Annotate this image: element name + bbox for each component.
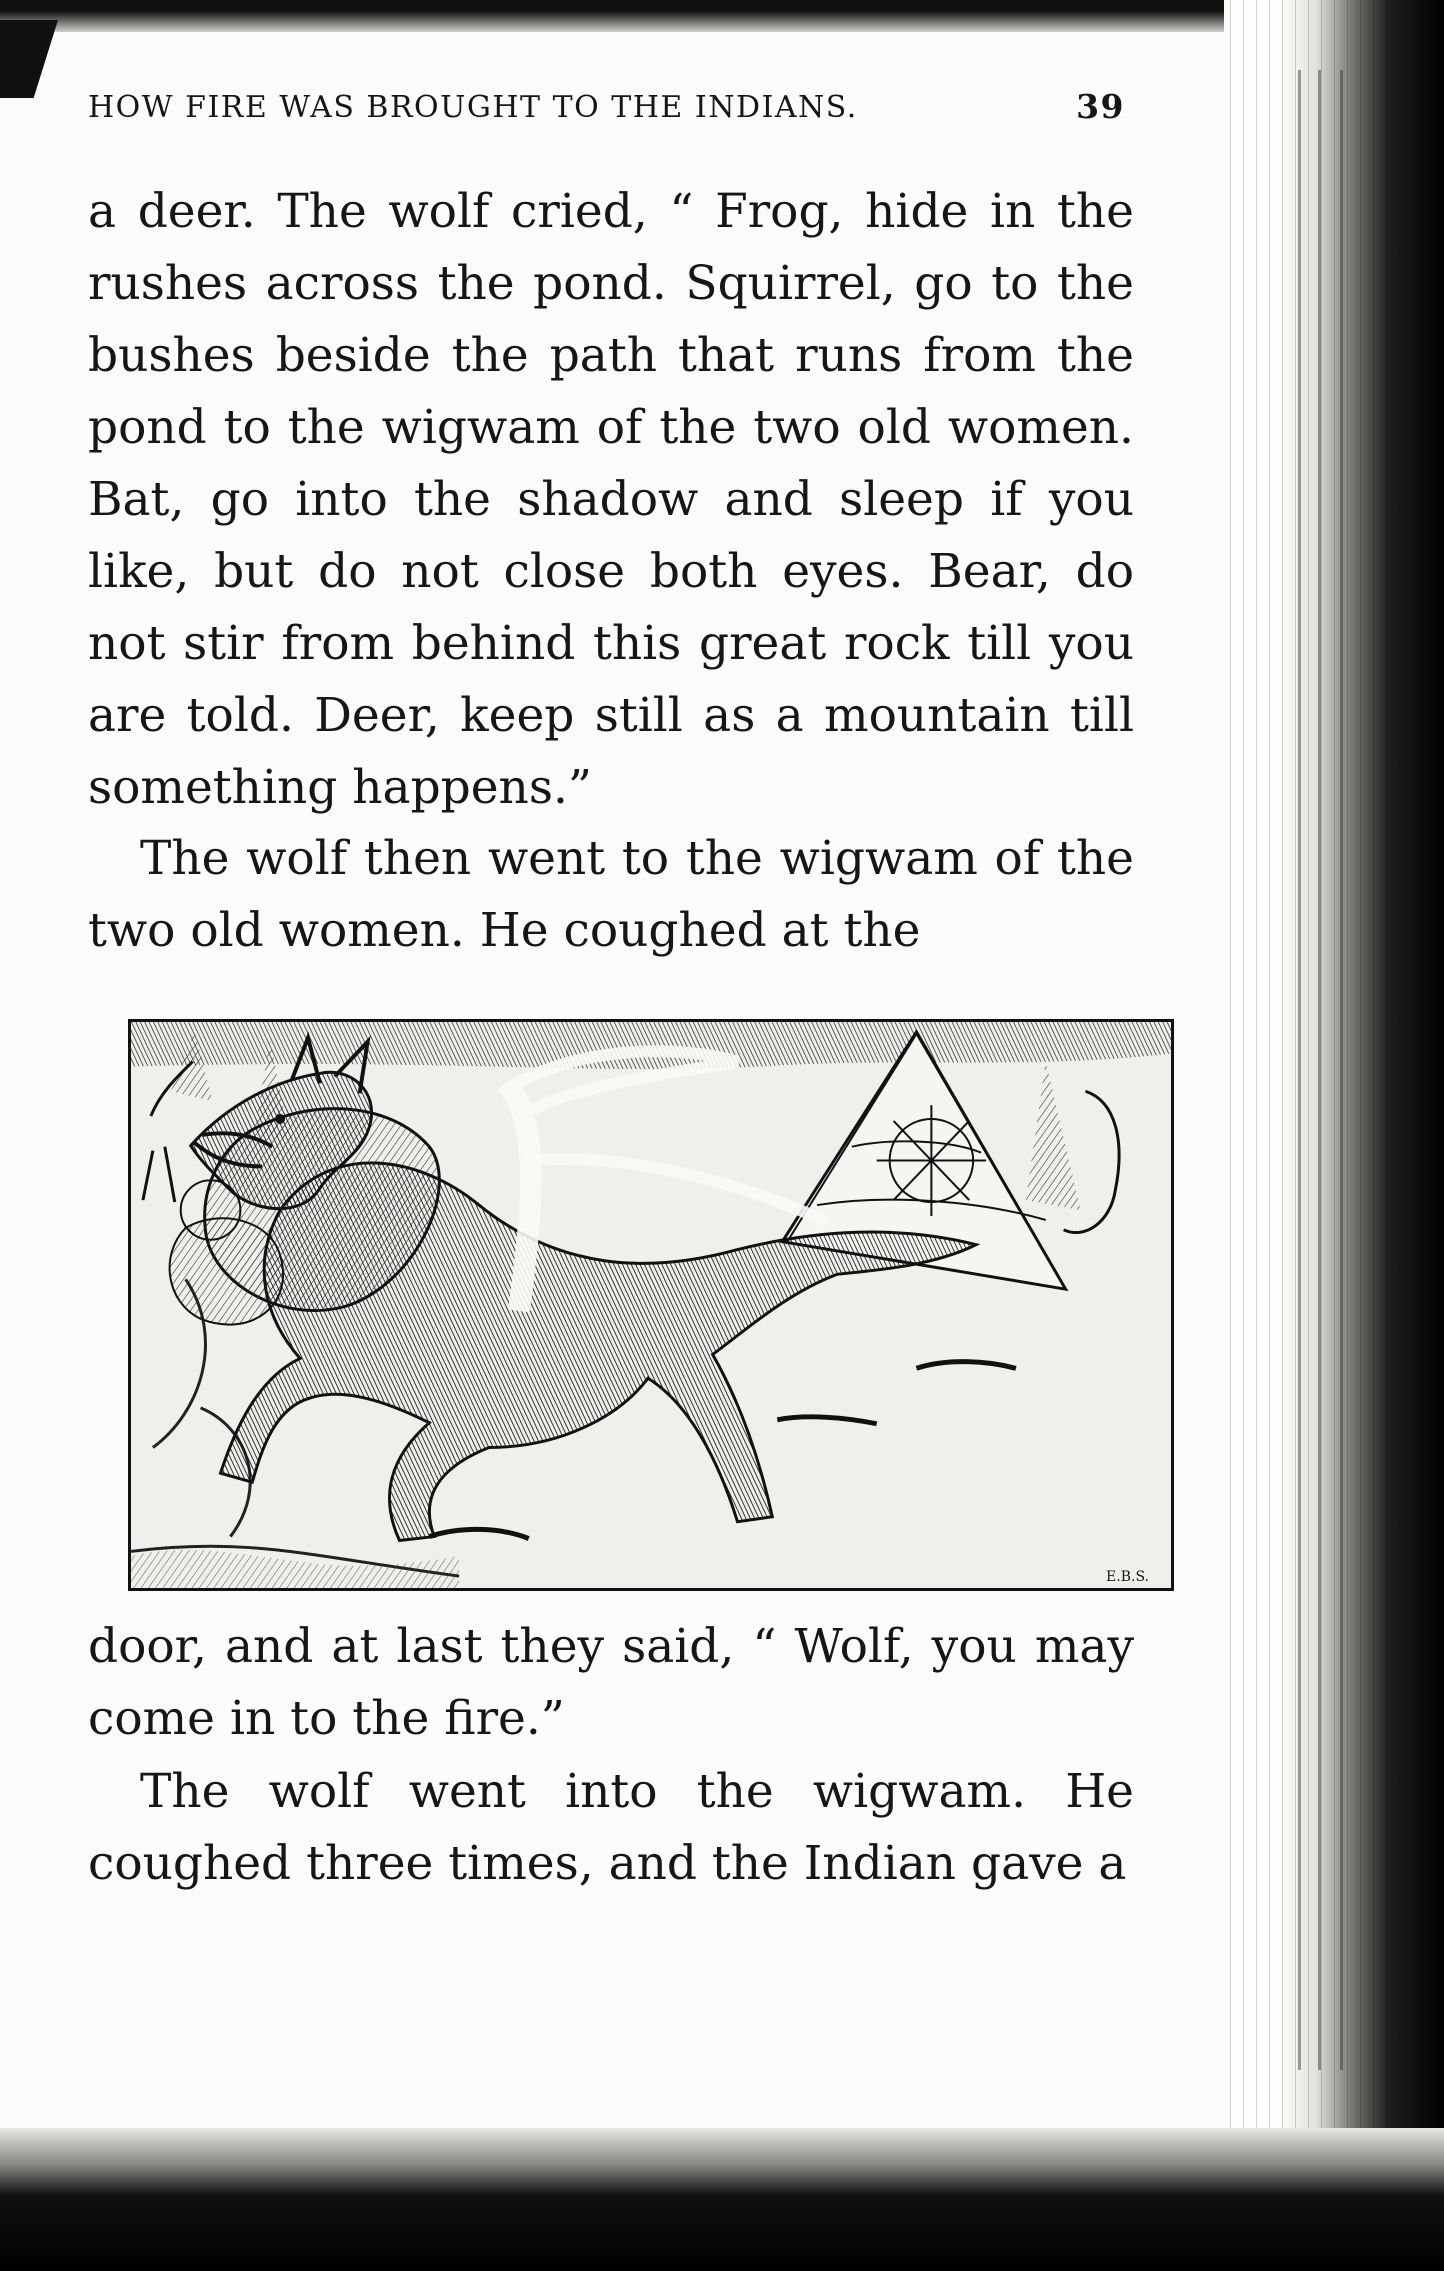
wolf-illustration bbox=[128, 1019, 1174, 1591]
top-left-shadow bbox=[0, 20, 58, 98]
body-paragraph-4: The wolf went into the wigwam. He coughed three times, and the Indian gave a bbox=[88, 1764, 1134, 1891]
body-paragraph-1: a deer. The wolf cried, “ Frog, hide in the rushes across the pond. Squirrel, go to the bushes beside the path that runs from the pond to the wigwam of the two old women. Bat, go into the shadow and sleep if you like, but do not close both eyes. Bear, do not stir from behind this great rock till you are told. Deer, keep still as a mountain till something happens.” bbox=[88, 184, 1134, 815]
book-binding-edge bbox=[1224, 0, 1444, 2271]
body-paragraph-2: The wolf then went to the wigwam of the two old women. He coughed at the bbox=[88, 831, 1134, 958]
wolf-drawing bbox=[131, 1022, 1171, 1588]
artist-initials: E.B.S. bbox=[1106, 1569, 1149, 1585]
binding-line bbox=[1298, 70, 1301, 2070]
wolf-eye-icon bbox=[275, 1114, 285, 1124]
binding-line bbox=[1318, 70, 1321, 2070]
body-paragraph-3: door, and at last they said, “ Wolf, you may come in to the fire.” bbox=[88, 1619, 1134, 1746]
bottom-scan-shadow bbox=[0, 2128, 1444, 2271]
running-title: HOW FIRE WAS BROUGHT TO THE INDIANS. bbox=[88, 90, 858, 125]
page-header bbox=[88, 87, 1133, 135]
sun-rays bbox=[877, 1105, 986, 1216]
page-number: 39 bbox=[1076, 87, 1125, 126]
binding-line bbox=[1340, 70, 1343, 2070]
